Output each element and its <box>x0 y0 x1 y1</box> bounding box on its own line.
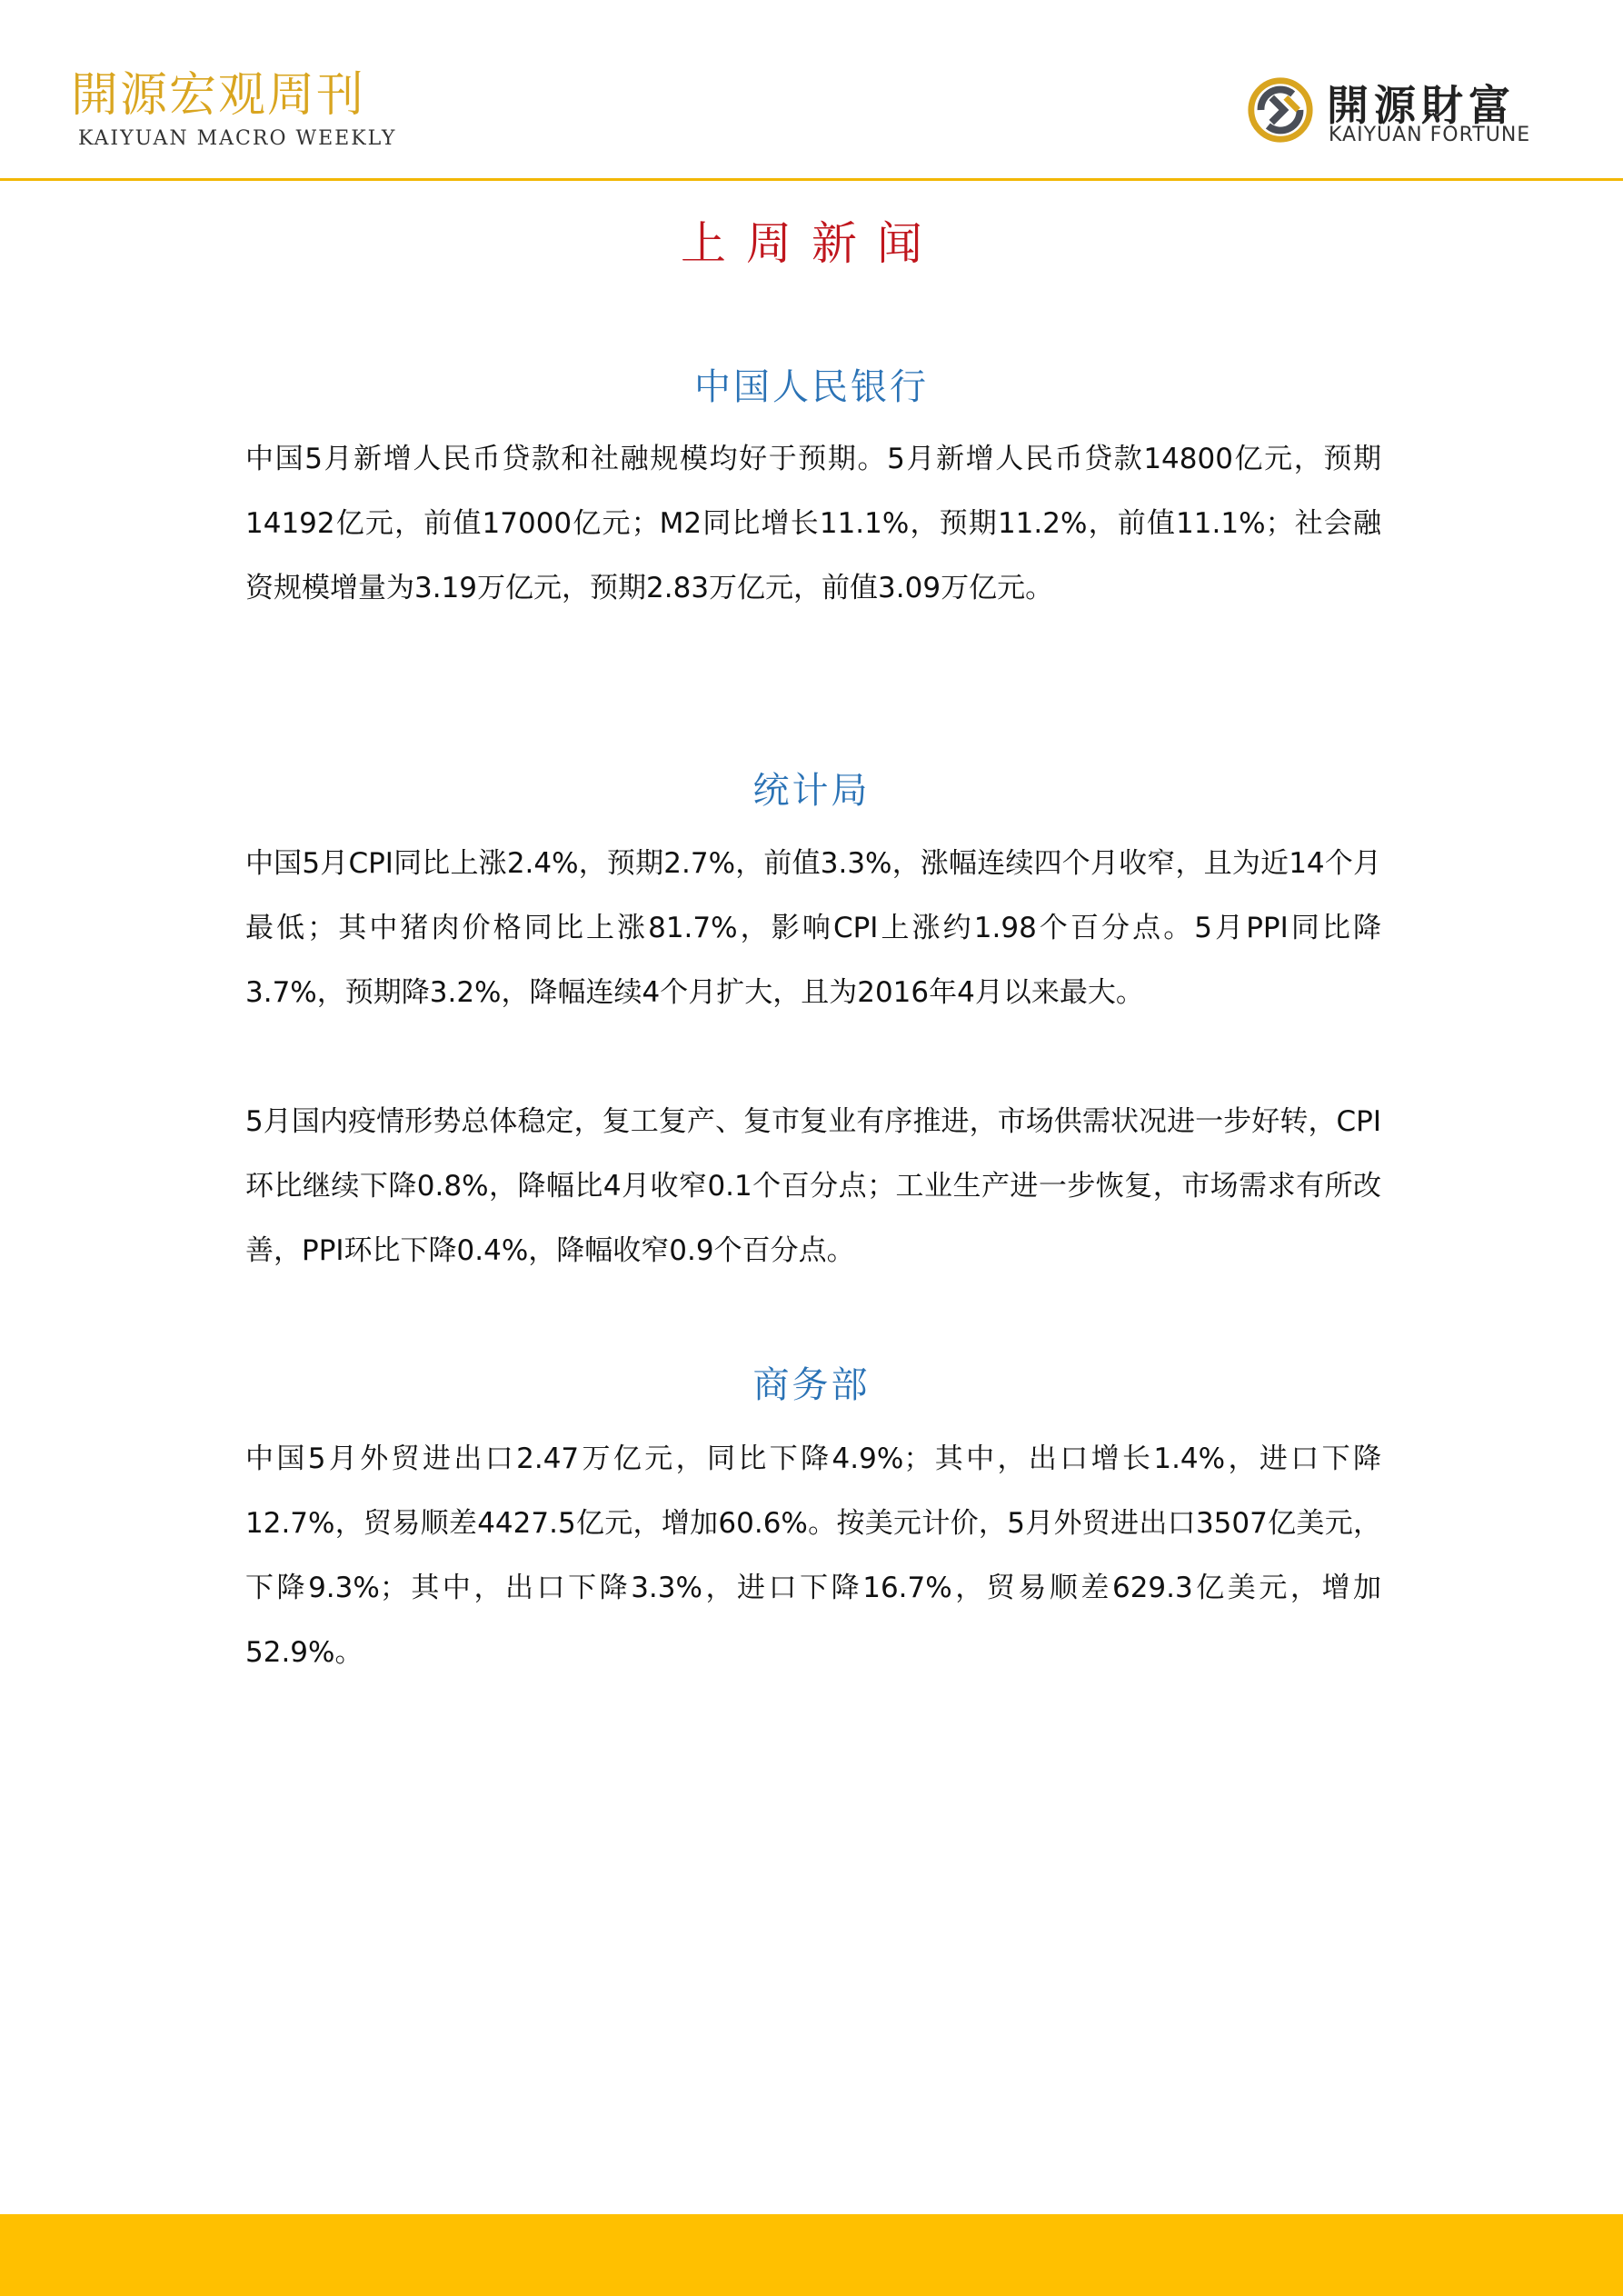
logo-english-name: KAIYUAN FORTUNE <box>1329 124 1531 146</box>
logo-mark-icon <box>1245 75 1316 145</box>
section-paragraph-commerce: 中国5月外贸进出口2.47万亿元，同比下降4.9%；其中，出口增长1.4%，进口下降12.7%，贸易顺差4427.5亿元，增加60.6%。按美元计价，5月外贸进出口3507亿美元，下降9.3%；其中，出口下降3.3%，进口下降16.7%，贸易顺差629.3亿美元，增加52.9%。 <box>245 1442 1381 1669</box>
section-paragraph-statistics-2: 5月国内疫情形势总体稳定，复工复产、复市复业有序推进，市场供需状况进一步好转，CPI环比继续下降0.8%，降幅比4月收窄0.1个百分点；工业生产进一步恢复，市场需求有所改善，PPI环比下降0.4%，降幅收窄0.9个百分点。 <box>245 1105 1381 1267</box>
report-series-title: 開源宏观周刊 <box>71 68 366 123</box>
section-paragraph-statistics-1: 中国5月CPI同比上涨2.4%，预期2.7%，前值3.3%，涨幅连续四个月收窄，且为近14个月最低；其中猪肉价格同比上涨81.7%，影响CPI上涨约1.98个百分点。5月PPI同比降3.7%，预期降3.2%，降幅连续4个月扩大，且为2016年4月以来最大。 <box>245 847 1381 1009</box>
header-divider <box>0 178 1623 181</box>
section-title-commerce-ministry: 商务部 <box>752 1364 871 1406</box>
report-series-subtitle: KAIYUAN MACRO WEEKLY <box>78 127 397 150</box>
page-title: 上周新闻 <box>681 217 942 270</box>
company-logo <box>1245 69 1554 151</box>
section-title-pboc: 中国人民银行 <box>694 366 929 408</box>
logo-name: 開源財富 <box>1327 81 1516 130</box>
section-paragraph-pboc: 中国5月新增人民币贷款和社融规模均好于预期。5月新增人民币贷款14800亿元，预期14192亿元，前值17000亿元；M2同比增长11.1%，预期11.2%，前值11.1%；社会融资规模增量为3.19万亿元，预期2.83万亿元，前值3.09万亿元。 <box>245 443 1381 604</box>
footer-bar <box>0 2214 1623 2296</box>
section-title-statistics-bureau: 统计局 <box>752 770 871 812</box>
